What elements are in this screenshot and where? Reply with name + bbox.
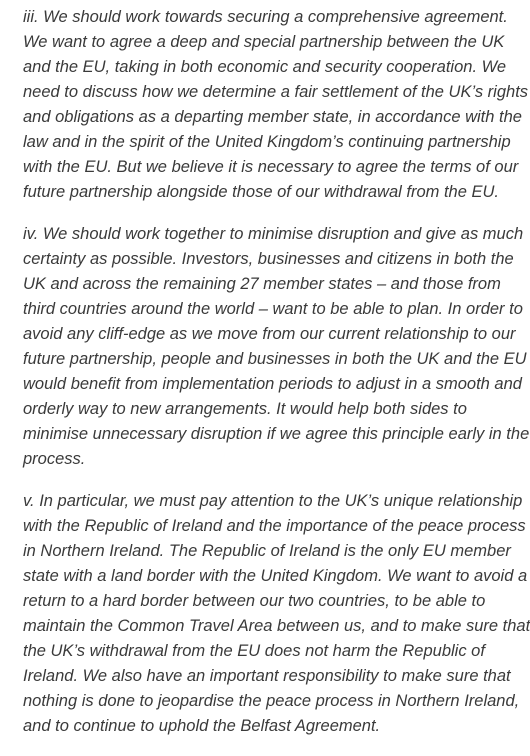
text-line: third countries around the world – want to be able to plan. In order to — [23, 300, 523, 318]
text-line: certainty as possible. Investors, businesses and citizens in both the — [23, 250, 514, 268]
text-line: iii. We should work towards securing a comprehensive agreement. — [23, 8, 508, 26]
text-line: and the EU, taking in both economic and security cooperation. We — [23, 58, 507, 76]
text-line: in Northern Ireland. The Republic of Ireland is the only EU member — [23, 542, 511, 560]
text-line: avoid any cliff-edge as we move from our current relationship to our — [23, 325, 516, 343]
text-line: would benefit from implementation periods to adjust in a smooth and — [23, 375, 522, 393]
text-line: nothing is done to jeopardise the peace process in Northern Ireland, — [23, 692, 520, 710]
text-line: need to discuss how we determine a fair settlement of the UK’s rights — [23, 83, 529, 101]
text-line: We want to agree a deep and special partnership between the UK — [23, 33, 505, 51]
paragraph-v — [23, 489, 530, 739]
text-line: state with a land border with the United Kingdom. We want to avoid a — [23, 567, 528, 585]
text-line: and to continue to uphold the Belfast Agreement. — [23, 717, 381, 735]
text-line: process. — [23, 450, 86, 468]
paragraph-iv — [23, 222, 530, 472]
text-line: Ireland. We also have an important responsibility to make sure that — [23, 667, 511, 685]
text-line: future partnership, people and businesses in both the UK and the EU — [23, 350, 527, 368]
text-line: with the Republic of Ireland and the importance of the peace process — [23, 517, 526, 535]
text-line: minimise unnecessary disruption if we agree this principle early in the — [23, 425, 530, 443]
text-line: law and in the spirit of the United Kingdom’s continuing partnership — [23, 133, 511, 151]
text-line: maintain the Common Travel Area between us, and to make sure that — [23, 617, 530, 635]
text-line: the UK’s withdrawal from the EU does not harm the Republic of — [23, 642, 485, 660]
text-line: UK and across the remaining 27 member states – and those from — [23, 275, 501, 293]
text-line: with the EU. But we believe it is necessary to agree the terms of our — [23, 158, 519, 176]
text-line: orderly way to new arrangements. It would help both sides to — [23, 400, 467, 418]
text-line: return to a hard border between our two countries, to be able to — [23, 592, 486, 610]
text-line: v. In particular, we must pay attention to the UK’s unique relationship — [23, 492, 523, 510]
text-line: future partnership alongside those of our withdrawal from the EU. — [23, 183, 500, 201]
paragraph-iii — [23, 5, 530, 205]
document-body — [23, 5, 530, 756]
text-line: and obligations as a departing member state, in accordance with the — [23, 108, 522, 126]
text-line: iv. We should work together to minimise disruption and give as much — [23, 225, 524, 243]
